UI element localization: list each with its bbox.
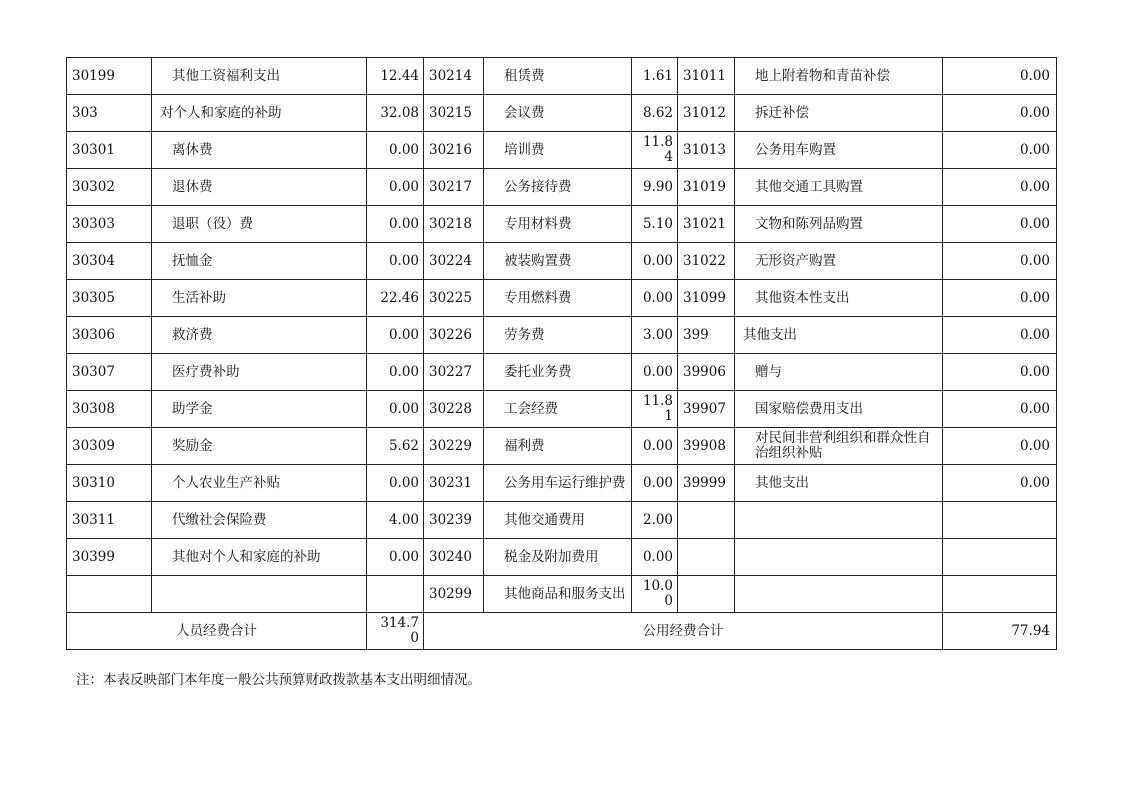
name-cell: 离休费 (152, 132, 367, 169)
table-row (67, 354, 1057, 391)
name-cell: 对民间非营利组织和群众性自治组织补贴 (735, 428, 943, 465)
name-cell (735, 576, 943, 613)
name-cell: 抚恤金 (152, 243, 367, 280)
name-cell: 医疗费补助 (152, 354, 367, 391)
code-cell: 31099 (678, 280, 735, 317)
code-cell: 30216 (424, 132, 484, 169)
amount-cell: 0.00 (943, 95, 1057, 132)
table-row (67, 132, 1057, 169)
amount-cell: 0.00 (367, 243, 424, 280)
code-cell: 30309 (67, 428, 152, 465)
code-cell: 31019 (678, 169, 735, 206)
code-cell: 30226 (424, 317, 484, 354)
amount-cell: 0.00 (367, 539, 424, 576)
name-cell: 被装购置费 (484, 243, 632, 280)
code-cell: 30228 (424, 391, 484, 428)
name-cell: 退休费 (152, 169, 367, 206)
amount-cell: 3.00 (632, 317, 678, 354)
code-cell: 30225 (424, 280, 484, 317)
name-cell: 其他商品和服务支出 (484, 576, 632, 613)
name-cell (735, 539, 943, 576)
personnel-total-label: 人员经费合计 (67, 613, 367, 650)
code-cell: 30301 (67, 132, 152, 169)
name-cell: 对个人和家庭的补助 (152, 95, 367, 132)
code-cell: 30199 (67, 58, 152, 95)
table-row (67, 576, 1057, 613)
table-body (67, 58, 1057, 613)
amount-cell: 12.44 (367, 58, 424, 95)
amount-cell: 5.62 (367, 428, 424, 465)
name-cell: 专用材料费 (484, 206, 632, 243)
table-row (67, 317, 1057, 354)
code-cell (678, 576, 735, 613)
table-row (67, 243, 1057, 280)
amount-cell: 5.10 (632, 206, 678, 243)
amount-cell: 9.90 (632, 169, 678, 206)
code-cell: 39906 (678, 354, 735, 391)
amount-cell: 0.00 (943, 280, 1057, 317)
name-cell: 其他资本性支出 (735, 280, 943, 317)
table-row (67, 58, 1057, 95)
code-cell: 39999 (678, 465, 735, 502)
expenditure-table-container (66, 57, 1056, 650)
code-cell: 30239 (424, 502, 484, 539)
code-cell: 30311 (67, 502, 152, 539)
code-cell: 31013 (678, 132, 735, 169)
name-cell (152, 576, 367, 613)
name-cell (735, 502, 943, 539)
code-cell: 30218 (424, 206, 484, 243)
amount-cell: 0.00 (632, 465, 678, 502)
name-cell: 公务用车购置 (735, 132, 943, 169)
name-cell: 会议费 (484, 95, 632, 132)
code-cell: 30240 (424, 539, 484, 576)
name-cell: 劳务费 (484, 317, 632, 354)
code-cell: 30305 (67, 280, 152, 317)
code-cell: 30231 (424, 465, 484, 502)
code-cell: 30229 (424, 428, 484, 465)
amount-cell (943, 502, 1057, 539)
code-cell (678, 539, 735, 576)
amount-cell: 0.00 (367, 391, 424, 428)
amount-cell: 0.00 (943, 428, 1057, 465)
amount-cell: 0.00 (943, 206, 1057, 243)
table-row (67, 391, 1057, 428)
amount-cell: 22.46 (367, 280, 424, 317)
code-cell (67, 576, 152, 613)
name-cell: 培训费 (484, 132, 632, 169)
amount-cell: 0.00 (943, 465, 1057, 502)
amount-cell: 1.61 (632, 58, 678, 95)
name-cell: 其他对个人和家庭的补助 (152, 539, 367, 576)
code-cell: 39908 (678, 428, 735, 465)
amount-cell (943, 539, 1057, 576)
amount-cell: 0.00 (632, 539, 678, 576)
code-cell: 30303 (67, 206, 152, 243)
name-cell: 税金及附加费用 (484, 539, 632, 576)
name-cell: 福利费 (484, 428, 632, 465)
name-cell: 国家赔偿费用支出 (735, 391, 943, 428)
name-cell: 公务用车运行维护费 (484, 465, 632, 502)
amount-cell: 0.00 (632, 428, 678, 465)
table-row (67, 428, 1057, 465)
name-cell: 工会经费 (484, 391, 632, 428)
table-row (67, 169, 1057, 206)
amount-cell: 0.00 (943, 243, 1057, 280)
name-cell: 救济费 (152, 317, 367, 354)
amount-cell: 0.00 (943, 58, 1057, 95)
amount-cell: 32.08 (367, 95, 424, 132)
name-cell: 个人农业生产补贴 (152, 465, 367, 502)
name-cell: 助学金 (152, 391, 367, 428)
amount-cell: 0.00 (943, 132, 1057, 169)
code-cell: 303 (67, 95, 152, 132)
name-cell: 租赁费 (484, 58, 632, 95)
code-cell: 30214 (424, 58, 484, 95)
name-cell: 专用燃料费 (484, 280, 632, 317)
amount-cell: 11.84 (632, 132, 678, 169)
code-cell: 30307 (67, 354, 152, 391)
code-cell: 30308 (67, 391, 152, 428)
public-total-label: 公用经费合计 (424, 613, 943, 650)
totals-row (67, 613, 1057, 650)
name-cell: 地上附着物和青苗补偿 (735, 58, 943, 95)
name-cell: 其他工资福利支出 (152, 58, 367, 95)
amount-cell: 0.00 (943, 317, 1057, 354)
amount-cell: 0.00 (943, 169, 1057, 206)
amount-cell: 0.00 (367, 132, 424, 169)
code-cell: 399 (678, 317, 735, 354)
table-row (67, 502, 1057, 539)
amount-cell: 2.00 (632, 502, 678, 539)
name-cell: 退职（役）费 (152, 206, 367, 243)
expenditure-detail-table (66, 57, 1057, 650)
amount-cell: 4.00 (367, 502, 424, 539)
amount-cell: 0.00 (632, 354, 678, 391)
name-cell: 赠与 (735, 354, 943, 391)
personnel-total-value: 314.70 (367, 613, 424, 650)
name-cell: 其他支出 (735, 465, 943, 502)
amount-cell: 10.00 (632, 576, 678, 613)
code-cell: 30217 (424, 169, 484, 206)
name-cell: 拆迁补偿 (735, 95, 943, 132)
amount-cell (943, 576, 1057, 613)
code-cell: 30399 (67, 539, 152, 576)
table-row (67, 280, 1057, 317)
code-cell: 30227 (424, 354, 484, 391)
footnote: 注：本表反映部门本年度一般公共预算财政拨款基本支出明细情况。 (76, 672, 481, 688)
code-cell: 30299 (424, 576, 484, 613)
amount-cell: 8.62 (632, 95, 678, 132)
amount-cell: 0.00 (943, 354, 1057, 391)
amount-cell: 0.00 (367, 354, 424, 391)
table-row (67, 465, 1057, 502)
amount-cell: 0.00 (367, 465, 424, 502)
name-cell: 公务接待费 (484, 169, 632, 206)
table-row (67, 206, 1057, 243)
amount-cell: 0.00 (943, 391, 1057, 428)
amount-cell: 0.00 (632, 280, 678, 317)
code-cell: 30215 (424, 95, 484, 132)
code-cell: 31011 (678, 58, 735, 95)
amount-cell: 0.00 (367, 169, 424, 206)
code-cell: 30302 (67, 169, 152, 206)
code-cell: 30304 (67, 243, 152, 280)
amount-cell: 0.00 (632, 243, 678, 280)
amount-cell: 0.00 (367, 317, 424, 354)
name-cell: 无形资产购置 (735, 243, 943, 280)
name-cell: 其他交通费用 (484, 502, 632, 539)
public-total-value: 77.94 (943, 613, 1057, 650)
name-cell: 代缴社会保险费 (152, 502, 367, 539)
table-row (67, 539, 1057, 576)
name-cell: 文物和陈列品购置 (735, 206, 943, 243)
amount-cell (367, 576, 424, 613)
code-cell: 30224 (424, 243, 484, 280)
name-cell: 其他支出 (735, 317, 943, 354)
code-cell: 31021 (678, 206, 735, 243)
code-cell (678, 502, 735, 539)
name-cell: 奖励金 (152, 428, 367, 465)
code-cell: 30306 (67, 317, 152, 354)
amount-cell: 11.81 (632, 391, 678, 428)
code-cell: 31022 (678, 243, 735, 280)
code-cell: 30310 (67, 465, 152, 502)
code-cell: 31012 (678, 95, 735, 132)
code-cell: 39907 (678, 391, 735, 428)
name-cell: 生活补助 (152, 280, 367, 317)
amount-cell: 0.00 (367, 206, 424, 243)
name-cell: 其他交通工具购置 (735, 169, 943, 206)
table-row (67, 95, 1057, 132)
name-cell: 委托业务费 (484, 354, 632, 391)
